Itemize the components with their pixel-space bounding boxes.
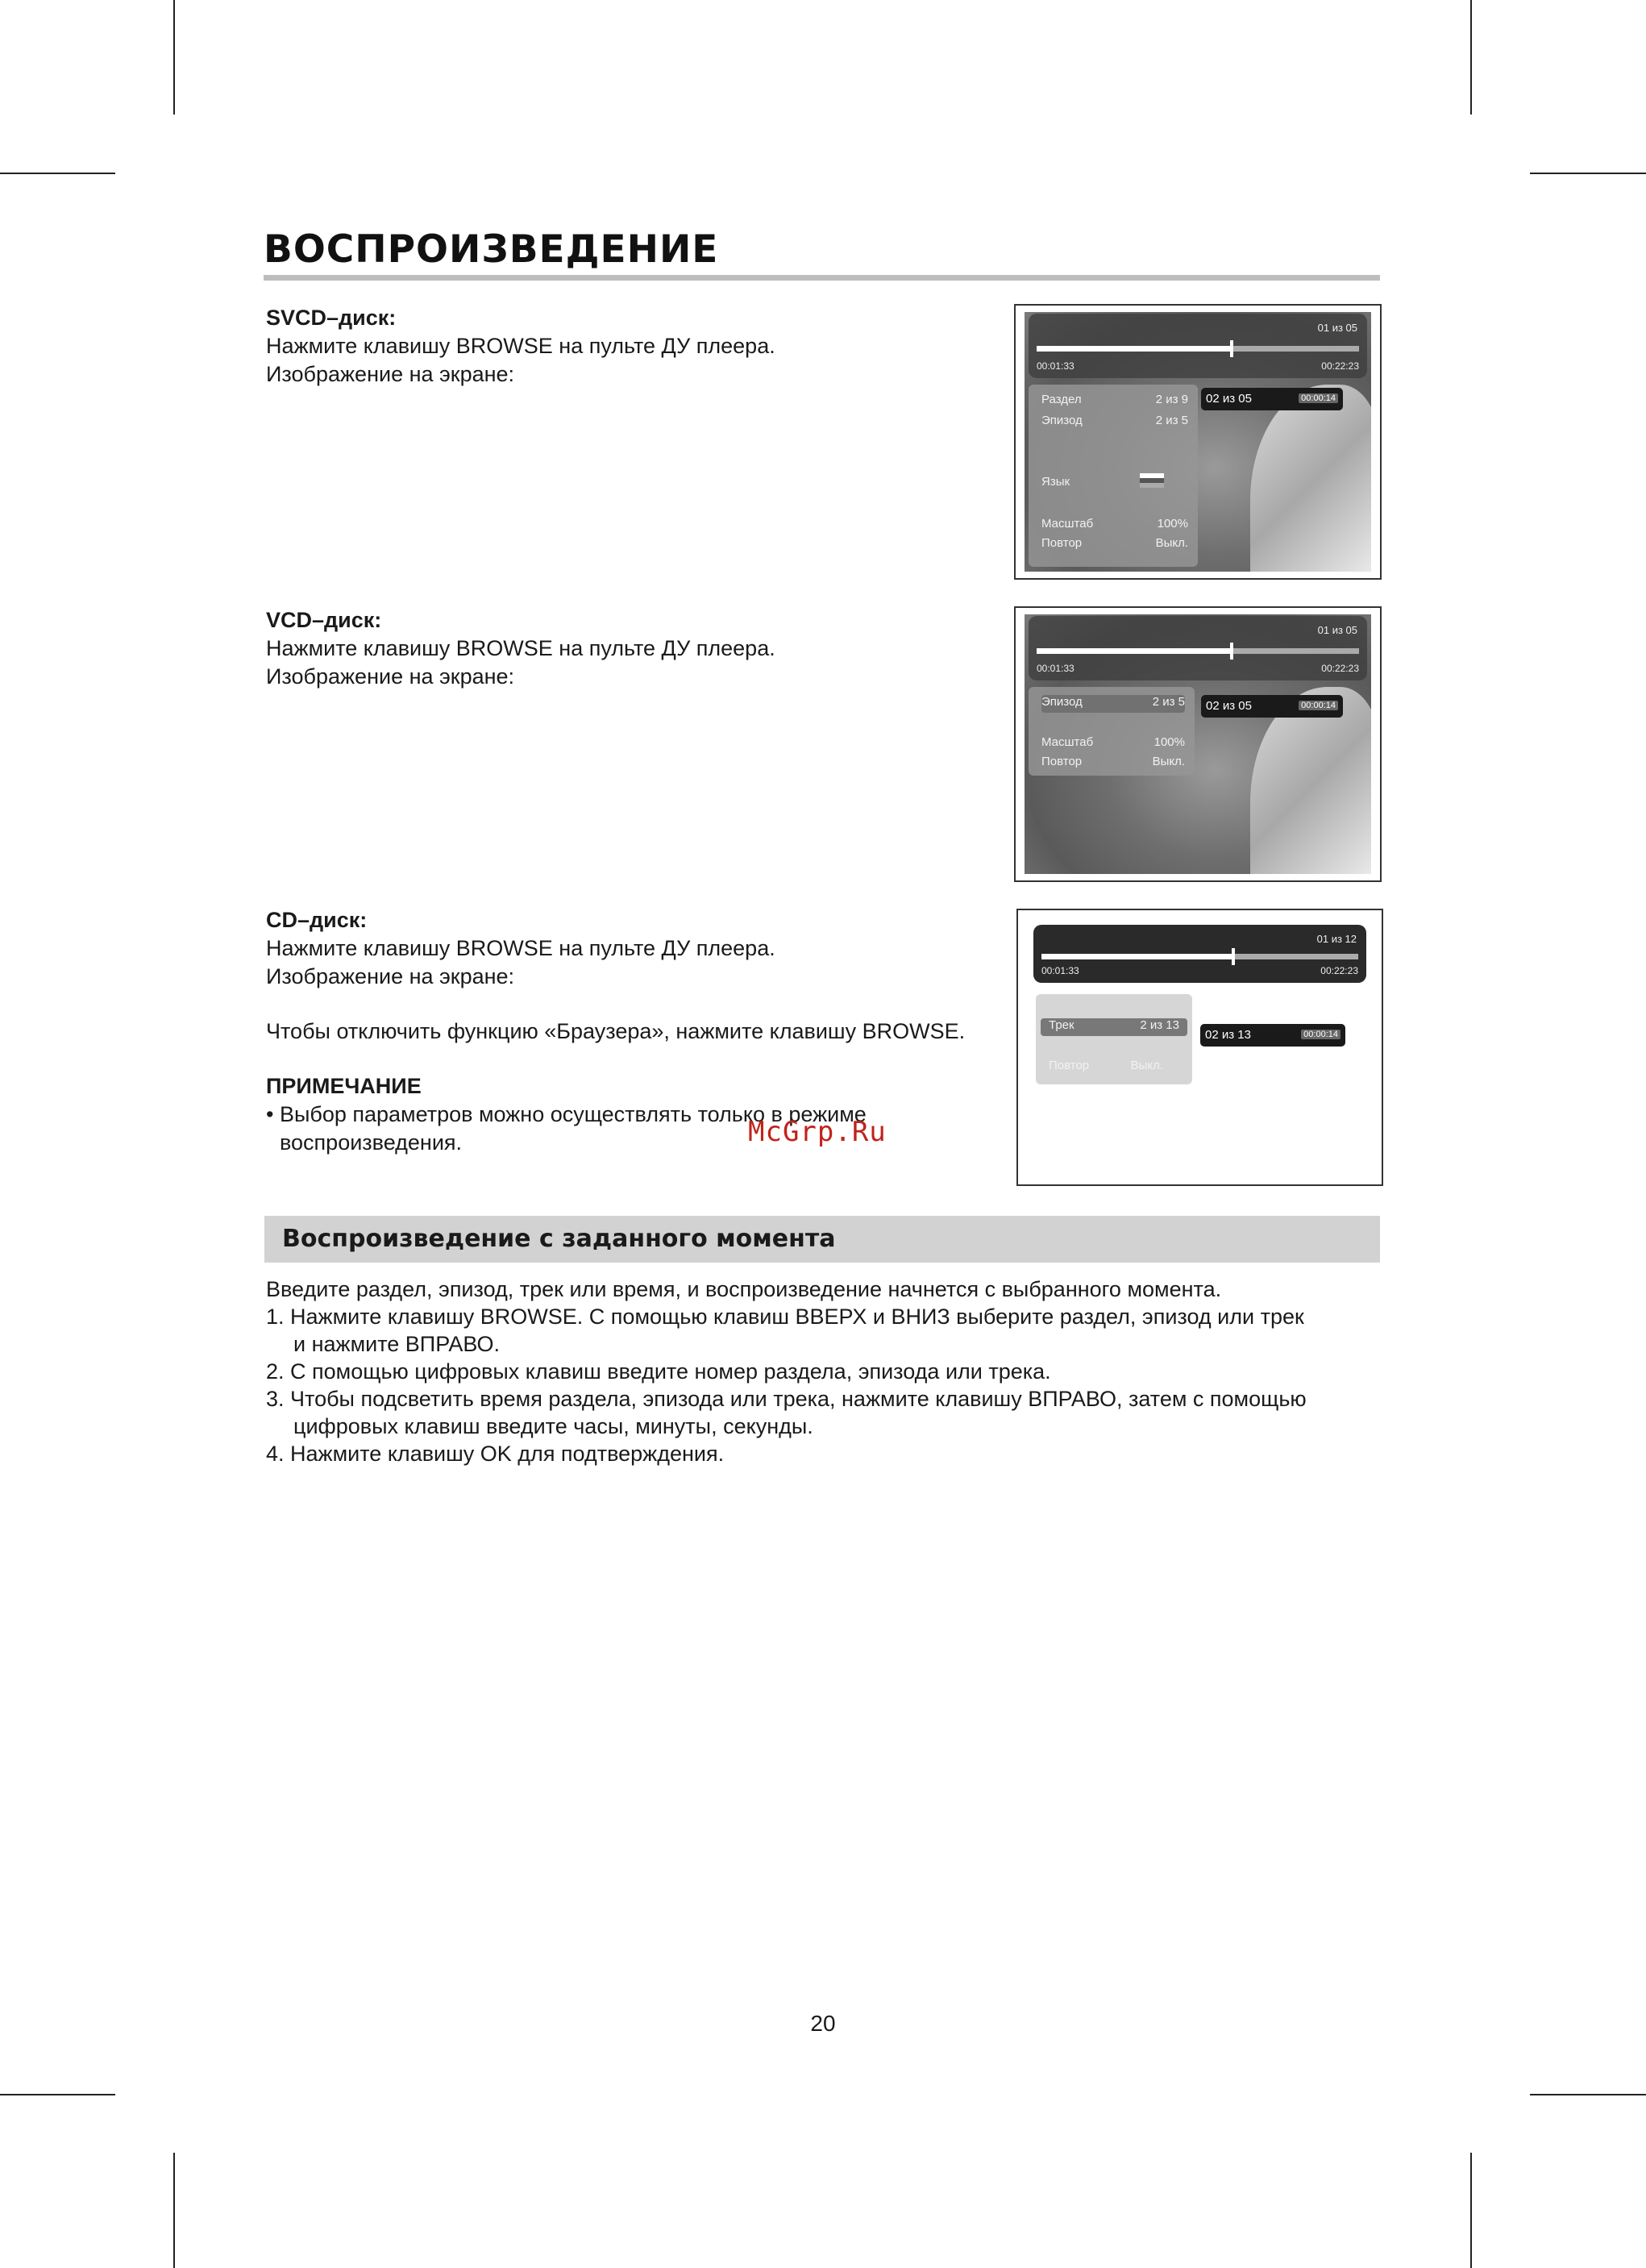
menu-row-chapter[interactable]: Раздел 2 из 9 <box>1041 393 1188 406</box>
number-input[interactable]: 02 из 13 00:00:14 <box>1200 1024 1345 1047</box>
time-total: 00:22:23 <box>1321 360 1359 372</box>
progress-bar <box>1029 616 1367 680</box>
crop-mark <box>173 0 175 114</box>
menu-row-track[interactable]: Трек 2 из 13 <box>1041 1018 1187 1036</box>
cd-line-1: Нажмите клавишу BROWSE на пульте ДУ плеера. <box>266 936 775 960</box>
browse-panel <box>1036 994 1192 1084</box>
crop-mark <box>1470 0 1472 114</box>
svcd-line-2: Изображение на экране: <box>266 362 515 386</box>
rock-image <box>1250 385 1371 572</box>
svcd-screen <box>1014 304 1382 580</box>
step-1: 1. Нажмите клавишу BROWSE. С помощью клавиш ВВЕРХ и ВНИЗ выберите раздел, эпизод или трек <box>266 1305 1304 1329</box>
crop-mark <box>0 173 115 174</box>
note-line-1: • Выбор параметров можно осуществлять только в режиме <box>266 1102 867 1126</box>
cd-line-2: Изображение на экране: <box>266 964 515 988</box>
time-elapsed: 00:01:33 <box>1037 663 1074 674</box>
menu-row-repeat[interactable]: Повтор Выкл. <box>1049 1059 1163 1072</box>
svcd-line-1: Нажмите клавишу BROWSE на пульте ДУ плеера. <box>266 334 775 358</box>
cd-heading: CD–диск: <box>266 908 368 932</box>
time-elapsed: 00:01:33 <box>1037 360 1074 372</box>
menu-row-repeat[interactable]: Повтор Выкл. <box>1041 755 1185 768</box>
counter: 01 из 05 <box>1317 322 1357 334</box>
note-line-2: воспроизведения. <box>280 1130 463 1155</box>
menu-row-episode[interactable]: Эпизод 2 из 5 <box>1041 414 1188 427</box>
menu-row-language[interactable]: Язык <box>1041 475 1188 493</box>
crop-mark <box>1530 173 1646 174</box>
time-total: 00:22:23 <box>1321 663 1359 674</box>
crop-mark <box>0 2094 115 2095</box>
menu-row-zoom[interactable]: Масштаб 100% <box>1041 735 1185 749</box>
step-3: 3. Чтобы подсветить время раздела, эпизода или трека, нажмите клавишу ВПРАВО, затем с помощью <box>266 1387 1307 1411</box>
step-4: 4. Нажмите клавишу OK для подтверждения. <box>266 1442 725 1466</box>
menu-row-repeat[interactable]: Повтор Выкл. <box>1041 536 1188 550</box>
flag-icon <box>1140 473 1164 488</box>
time-total: 00:22:23 <box>1320 965 1358 976</box>
vcd-section <box>266 606 775 691</box>
menu-row-episode[interactable]: Эпизод 2 из 5 <box>1041 695 1185 713</box>
crop-mark <box>1470 2153 1472 2268</box>
counter: 01 из 05 <box>1317 624 1357 636</box>
browse-panel <box>1029 385 1198 567</box>
intro-text: Введите раздел, эпизод, трек или время, и воспроизведение начнется с выбранного момента. <box>266 1277 1222 1301</box>
menu-row-zoom[interactable]: Масштаб 100% <box>1041 517 1188 531</box>
crop-mark <box>1530 2094 1646 2095</box>
progress-bar <box>1029 314 1367 378</box>
instructions <box>266 1275 1386 1467</box>
browse-panel <box>1029 687 1195 776</box>
page-number: 20 <box>810 2011 836 2036</box>
title-rule <box>264 275 1380 281</box>
cd-line-3: Чтобы отключить функцию «Браузера», нажмите клавишу BROWSE. <box>266 1019 966 1043</box>
step-3-cont: цифровых клавиш введите часы, минуты, секунды. <box>293 1414 813 1438</box>
section-heading: Воспроизведение с заданного момента <box>282 1225 836 1253</box>
step-2: 2. С помощью цифровых клавиш введите номер раздела, эпизода или трека. <box>266 1359 1051 1384</box>
counter: 01 из 12 <box>1316 933 1357 945</box>
crop-mark <box>173 2153 175 2268</box>
vcd-line-1: Нажмите клавишу BROWSE на пульте ДУ плеера. <box>266 636 775 660</box>
watermark: McGrp.Ru <box>748 1116 887 1148</box>
step-1-cont: и нажмите ВПРАВО. <box>293 1332 501 1356</box>
number-input[interactable]: 02 из 05 00:00:14 <box>1201 388 1343 410</box>
svcd-heading: SVCD–диск: <box>266 306 397 330</box>
number-input[interactable]: 02 из 05 00:00:14 <box>1201 695 1343 718</box>
page-title: ВОСПРОИЗВЕДЕНИЕ <box>264 227 719 272</box>
cd-screen <box>1016 909 1383 1186</box>
time-elapsed: 00:01:33 <box>1041 965 1079 976</box>
note-heading: ПРИМЕЧАНИЕ <box>266 1074 422 1098</box>
vcd-line-2: Изображение на экране: <box>266 664 515 689</box>
svcd-section <box>266 304 775 389</box>
vcd-heading: VCD–диск: <box>266 608 382 632</box>
progress-bar <box>1033 925 1366 983</box>
vcd-screen <box>1014 606 1382 882</box>
section-header <box>264 1216 1380 1263</box>
